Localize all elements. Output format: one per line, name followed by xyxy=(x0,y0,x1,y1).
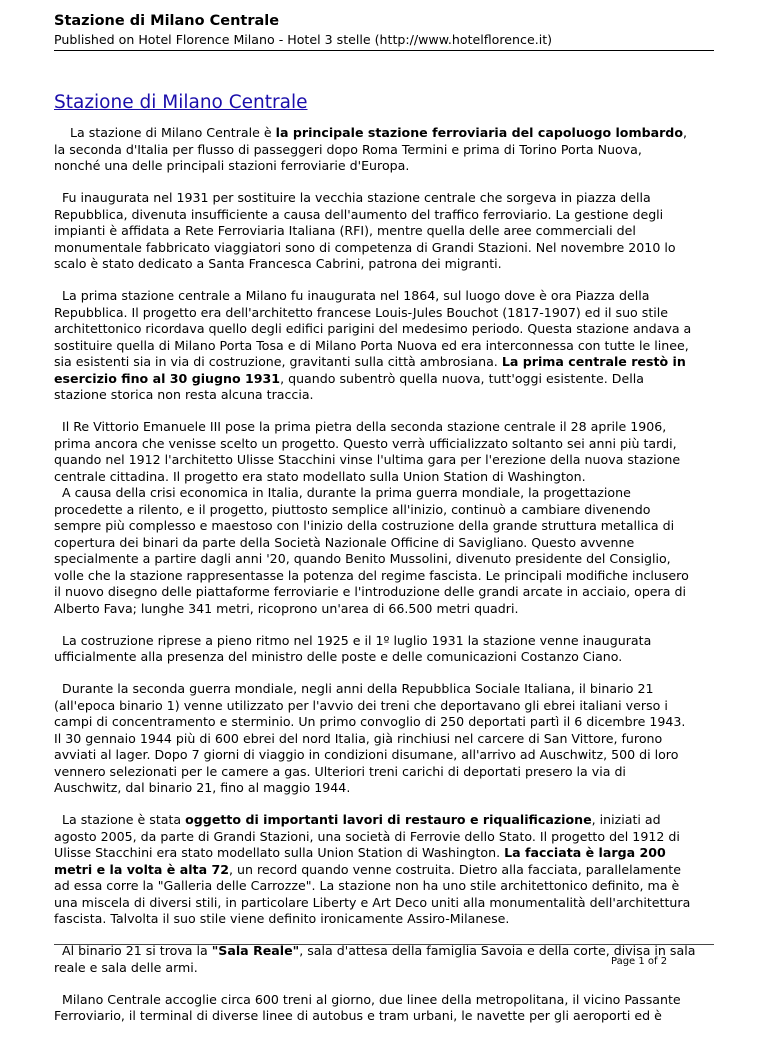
article-body xyxy=(54,125,720,1040)
bold-text: oggetto di importanti lavori di restauro e riqualificazione xyxy=(185,812,592,827)
text-run: quando nel 1912 l'architetto Ulisse Stacchini vinse l'ultima gara per l'erezione della nuova stazione xyxy=(54,452,681,467)
text-line xyxy=(54,911,720,928)
text-run: specialmente a partire dagli anni '20, quando Benito Mussolini, divenuto presidente del Consiglio, xyxy=(54,551,671,566)
text-line xyxy=(54,240,720,257)
text-line xyxy=(54,452,720,469)
text-line xyxy=(54,256,720,273)
text-line xyxy=(54,601,720,618)
text-run: , un record quando venne costruita. Dietro alla facciata, parallelamente xyxy=(228,861,681,877)
text-line xyxy=(54,780,720,797)
bold-text: la principale stazione ferroviaria del capoluogo lombardo xyxy=(275,125,683,140)
text-run: Il 30 gennaio 1944 più di 600 ebrei del nord Italia, già rinchiusi nel carcere di San Vittore, furono xyxy=(54,730,663,746)
text-line xyxy=(54,747,720,764)
text-run: il nuovo disegno delle piattaforme ferroviarie e l'introduzione delle grandi arcate in acciaio, opera di xyxy=(54,584,686,599)
text-line xyxy=(54,845,720,862)
text-run: Fu inaugurata nel 1931 per sostituire la vecchia stazione centrale che sorgeva in piazza della xyxy=(54,190,651,205)
article-paragraph xyxy=(54,812,720,928)
text-line xyxy=(54,535,720,552)
text-run: stazione storica non resta alcuna traccia. xyxy=(54,387,314,402)
text-run: avviati al lager. Dopo 7 giorni di viaggio in condizioni disumane, all'arrivo ad Auschwitz, 500 di loro xyxy=(54,747,679,762)
text-run: , iniziati ad xyxy=(591,812,661,827)
text-line xyxy=(54,878,720,895)
text-line xyxy=(54,158,720,175)
text-line xyxy=(54,436,720,453)
text-line xyxy=(54,698,720,715)
text-run: scalo è stato dedicato a Santa Francesca Cabrini, patrona dei migranti. xyxy=(54,256,502,271)
text-line xyxy=(54,223,720,240)
text-run: Il Re Vittorio Emanuele III pose la prima pietra della seconda stazione centrale il 28 aprile 1906, xyxy=(54,419,667,434)
text-line xyxy=(54,681,720,698)
text-run: Ulisse Stacchini era stato modellato sulla Union Station di Washington. xyxy=(54,845,505,860)
article-paragraph xyxy=(54,288,720,404)
text-run: procedette a rilento, e il progetto, piuttosto semplice all'inizio, continuò a cambiare divenendo xyxy=(54,501,651,517)
article-paragraph xyxy=(54,190,720,273)
bold-text: La facciata è larga 200 xyxy=(504,845,666,860)
text-line xyxy=(54,584,720,601)
text-line xyxy=(54,551,720,568)
text-line xyxy=(54,633,720,650)
text-run: Al binario 21 si trova la xyxy=(54,943,212,958)
text-line xyxy=(54,895,720,912)
text-line xyxy=(54,1008,720,1025)
text-line xyxy=(54,321,720,338)
text-run: , sala d'attesa della famiglia Savoia e della corte, divisa in sala xyxy=(299,943,696,958)
text-run: una miscela di diversi stili, in particolare Liberty e Art Deco uniti alla monumentalità dell'architettura xyxy=(54,894,691,910)
text-run: centrale cittadina. Il progetto era stato modellato sulla Union Station di Washington. xyxy=(54,468,586,484)
text-line xyxy=(54,812,720,829)
bold-text: "Sala Reale" xyxy=(211,943,300,958)
bold-text: La prima centrale restò in xyxy=(501,354,686,369)
text-run: nonché una delle principali stazioni ferroviarie d'Europa. xyxy=(54,158,410,173)
text-run: La stazione di Milano Centrale è xyxy=(54,125,276,140)
document-title: Stazione di Milano Centrale xyxy=(54,13,280,29)
text-run: ufficialmente alla presenza del ministro delle poste e delle comunicazioni Costanzo Ciano. xyxy=(54,649,623,664)
text-line xyxy=(54,649,720,666)
text-run: volle che la stazione rappresentasse la potenza del regime fascista. Le principali modifiche inclusero xyxy=(54,567,689,583)
text-line xyxy=(54,764,720,781)
text-run: Durante la seconda guerra mondiale, negli anni della Repubblica Sociale Italiana, il binario 21 xyxy=(54,681,654,696)
article-paragraph xyxy=(54,125,720,175)
text-line xyxy=(54,485,720,502)
text-line xyxy=(54,142,720,159)
text-run: campi di concentramento e sterminio. Un primo convoglio di 250 deportati partì il 6 dicembre 1943. xyxy=(54,714,686,729)
text-run: La prima stazione centrale a Milano fu inaugurata nel 1864, sul luogo dove è ora Piazza della xyxy=(54,288,650,303)
bold-text: metri e la volta è alta 72 xyxy=(54,861,229,877)
article-paragraph xyxy=(54,681,720,797)
text-run: La stazione è stata xyxy=(54,812,186,827)
text-line xyxy=(54,829,720,846)
text-run: architettonico ricordava quello degli edifici parigini del medesimo periodo. Questa stazione andava a xyxy=(54,321,692,336)
text-run: , xyxy=(682,125,687,140)
text-run: reale e sala delle armi. xyxy=(54,959,198,975)
text-run: la seconda d'Italia per flusso di passeggeri dopo Roma Termini e prima di Torino Porta Nuova, xyxy=(54,141,642,157)
text-run: fascista. Talvolta il suo stile viene definito ironicamente Assiro-Milanese. xyxy=(54,911,510,926)
text-run: A causa della crisi economica in Italia, durante la prima guerra mondiale, la progettazione xyxy=(54,485,631,500)
text-line xyxy=(54,371,720,388)
article-paragraph xyxy=(54,633,720,666)
header-divider xyxy=(54,50,714,51)
text-line xyxy=(54,731,720,748)
text-line xyxy=(54,288,720,305)
text-line xyxy=(54,502,720,519)
text-run: Alberto Fava; lunghe 341 metri, ricoprono un'area di 66.500 metri quadri. xyxy=(54,600,519,616)
text-line xyxy=(54,338,720,355)
article-paragraph xyxy=(54,419,720,617)
text-run: copertura dei binari da parte della Società Nazionale Officine di Savigliano. Questo avvenne xyxy=(54,534,635,550)
text-run: La costruzione riprese a pieno ritmo nel 1925 e il 1º luglio 1931 la stazione venne inaugurata xyxy=(54,632,652,648)
text-line xyxy=(54,419,720,436)
text-run: Repubblica, divenuta insufficiente a causa dell'aumento del traffico ferroviario. La gestione degli xyxy=(54,206,664,222)
text-line xyxy=(54,469,720,486)
text-run: (all'epoca binario 1) venne utilizzato per l'avvio dei treni che deportavano gli ebrei italiani verso i xyxy=(54,697,668,713)
text-line xyxy=(54,354,720,371)
page-number: Page 1 of 2 xyxy=(611,956,668,967)
text-run: monumentale fabbricato viaggiatori sono di competenza di Grandi Stazioni. Nel novembre 2010 lo xyxy=(54,239,676,255)
text-line xyxy=(54,568,720,585)
article-paragraph xyxy=(54,992,720,1025)
text-line xyxy=(54,190,720,207)
text-run: Milano Centrale accoglie circa 600 treni al giorno, due linee della metropolitana, il vicino Passante xyxy=(54,991,681,1007)
text-run: sia esistenti sia in via di costruzione, gravitanti sulla città ambrosiana. xyxy=(54,354,502,369)
text-run: ad essa corre la "Galleria delle Carrozze". La stazione non ha uno stile architettonico definito, ma è xyxy=(54,878,680,893)
bold-text: esercizio fino al 30 giugno 1931 xyxy=(54,370,281,386)
text-run: vennero selezionati per le camere a gas. Ulteriori treni carichi di deportati presero la via di xyxy=(54,763,626,779)
text-run: sostituire quella di Milano Porta Tosa e di Milano Porta Nuova ed era interconnessa con tutte le linee, xyxy=(54,337,689,353)
page-title-link[interactable]: Stazione di Milano Centrale xyxy=(54,92,308,113)
text-line xyxy=(54,207,720,224)
text-run: , quando subentrò quella nuova, tutt'oggi esistente. Della xyxy=(280,370,644,386)
text-run: agosto 2005, da parte di Grandi Stazioni, una società di Ferrovie dello Stato. Il progetto del 1912 di xyxy=(54,828,680,844)
footer-divider xyxy=(54,944,714,945)
text-run: prima ancora che venisse scelto un progetto. Questo verrà ufficializzato soltanto sei anni più tardi, xyxy=(54,435,677,451)
text-line xyxy=(54,305,720,322)
text-run: sempre più complesso e maestoso con l'inizio della costruzione della grande struttura metallica di xyxy=(54,518,675,533)
text-run: Auschwitz, dal binario 21, fino al maggio 1944. xyxy=(54,780,351,795)
text-line xyxy=(54,518,720,535)
text-run: Ferroviario, il terminal di diverse linee di autobus e tram urbani, le navette per gli aeroporti ed è xyxy=(54,1008,662,1023)
document-header xyxy=(54,12,714,49)
text-line xyxy=(54,714,720,731)
text-line xyxy=(54,387,720,404)
text-run: Repubblica. Il progetto era dell'architetto francese Louis-Jules Bouchot (1817-1907) ed il suo stile xyxy=(54,304,669,320)
text-line xyxy=(54,862,720,879)
text-run: impianti è affidata a Rete Ferroviaria Italiana (RFI), mentre quella delle aree commerciali del xyxy=(54,223,636,238)
published-on-line: Published on Hotel Florence Milano - Hotel 3 stelle (http://www.hotelflorence.it) xyxy=(54,32,553,47)
text-line xyxy=(54,125,720,142)
